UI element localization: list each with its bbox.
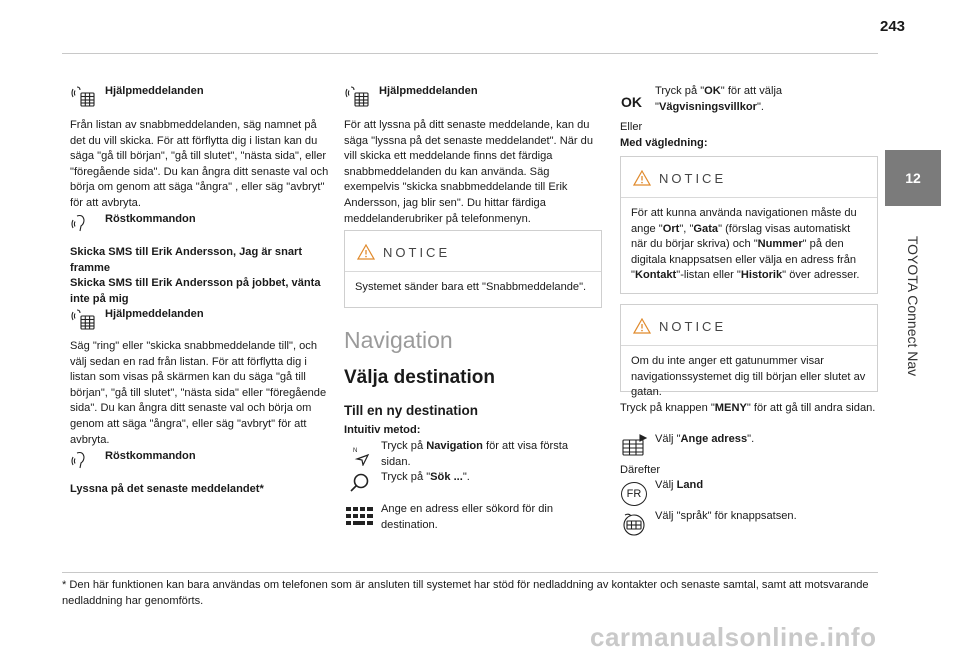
- step-search: Tryck på "Sök ...".: [381, 471, 470, 483]
- notice-title: NOTICE: [659, 170, 727, 186]
- col1-command-2: Skicka SMS till Erik Andersson på jobbet, vänta inte på mig: [70, 277, 321, 305]
- address-entry-icon: [622, 434, 648, 458]
- header-divider: [62, 53, 878, 54]
- col1-command-3: Lyssna på det senaste meddelandet*: [70, 483, 264, 495]
- col1-heading-help-1: Hjälpmeddelanden: [105, 85, 204, 97]
- notice-box-street-number: [620, 304, 878, 399]
- footer-divider: [62, 572, 878, 573]
- section-heading-navigation: Navigation: [344, 327, 453, 353]
- watermark: carmanualsonline.info: [590, 622, 877, 652]
- keyboard-language-icon: [621, 512, 647, 536]
- ok-icon: OK: [621, 94, 642, 110]
- help-voice-icon: [70, 307, 96, 331]
- ok-instruction: Tryck på "OK" för att välja "Vägvisningsvillkor".: [655, 85, 783, 113]
- notice-title: NOTICE: [659, 318, 727, 334]
- step-navigation: Tryck på Navigation för att visa första sidan.: [381, 440, 569, 468]
- chapter-title: TOYOTA Connect Nav: [905, 235, 921, 377]
- step-enter-address: Ange en adress eller sökord för din destination.: [381, 503, 554, 531]
- warning-icon: [633, 318, 651, 334]
- with-guidance-label: Med vägledning:: [620, 137, 708, 149]
- country-fr-icon: FR: [621, 482, 647, 506]
- keyboard-icon: [346, 507, 374, 527]
- heading-choose-destination: Välja destination: [344, 367, 495, 388]
- col1-command-1: Skicka SMS till Erik Andersson, Jag är snart framme: [70, 246, 303, 274]
- col1-paragraph-2: Säg "ring" eller "skicka snabbmeddelande till", och välj sedan en rad från listan. För att förflytta dig i listan som visas på skärmen kan du säga "gå till början", "gå till slutet", "nästa sida" eller "föregående sida". Du kan ångra ditt senaste val och börja om genom att säga "ångra", eller säg "avbryt" för att avbryta.: [70, 340, 327, 446]
- svg-text:N: N: [353, 448, 358, 454]
- notice-text: Systemet sänder bara ett "Snabbmeddelande".: [355, 281, 587, 293]
- col1-heading-voice-1: Röstkommandon: [105, 213, 196, 225]
- warning-icon: [357, 244, 375, 260]
- help-voice-icon: [344, 84, 370, 108]
- page-number: 243: [880, 18, 906, 35]
- intuitive-method-label: Intuitiv metod:: [344, 424, 421, 436]
- notice-title: NOTICE: [383, 244, 451, 260]
- notice-box-sms: [344, 230, 602, 308]
- choose-language-instruction: Välj "språk" för knappsatsen.: [655, 510, 797, 522]
- notice-box-address: [620, 156, 878, 294]
- heading-new-destination: Till en ny destination: [344, 403, 479, 418]
- menu-instruction: Tryck på knappen "MENY" för att gå till andra sidan.: [620, 402, 876, 414]
- navigation-arrow-icon: [352, 446, 370, 466]
- col2-paragraph-1: För att lyssna på ditt senaste meddelande, kan du säga "lyssna på det senaste meddelandet". När du vill skicka ett meddelande finns det färdiga snabbmeddelanden du kan använda. Säg exempelvis "skicka snabbmeddelande till Erik Andersson, jag blir sen". Du hittar färdiga meddelanderubriker på telefonmenyn.: [344, 119, 594, 225]
- voice-command-icon: [70, 212, 96, 234]
- notice-text: Om du inte anger ett gatunummer visar navigationssystemet dig till början eller slutet av gatan.: [631, 355, 866, 399]
- chapter-tab[interactable]: 12: [885, 150, 941, 206]
- col1-paragraph-1: Från listan av snabbmeddelanden, säg namnet på det du vill skicka. För att förflytta dig i listan kan du säga "gå till början", "gå till slutet", "nästa sida", eller "föregående sida". Du kan ångra ditt senaste val och börja om genom att säga "ångra" , eller säg "avbryt" för att avbryta.: [70, 119, 329, 209]
- voice-command-icon: [70, 449, 96, 471]
- col1-heading-voice-2: Röstkommandon: [105, 450, 196, 462]
- or-label: Eller: [620, 121, 643, 133]
- then-label: Därefter: [620, 464, 661, 476]
- notice-text: För att kunna använda navigationen måste du ange "Ort", "Gata" (förslag visas automatiskt när du börjar skriva) och "Nummer" på den digitala knappsatsen eller välja en adress från "Kontakt"-listan eller "Historik" över adresser.: [631, 207, 860, 282]
- choose-country-instruction: Välj Land: [655, 479, 704, 491]
- choose-address-instruction: Välj "Ange adress".: [655, 433, 755, 445]
- footnote: * Den här funktionen kan bara användas om telefonen som är ansluten till systemet har stöd för nedladdning av kontakter och senaste samtal, samt att motsvarande nedladdning har genomförts.: [62, 579, 869, 607]
- col2-heading-help: Hjälpmeddelanden: [379, 85, 478, 97]
- search-icon: [349, 472, 371, 494]
- warning-icon: [633, 170, 651, 186]
- col1-heading-help-2: Hjälpmeddelanden: [105, 308, 204, 320]
- help-voice-icon: [70, 84, 96, 108]
